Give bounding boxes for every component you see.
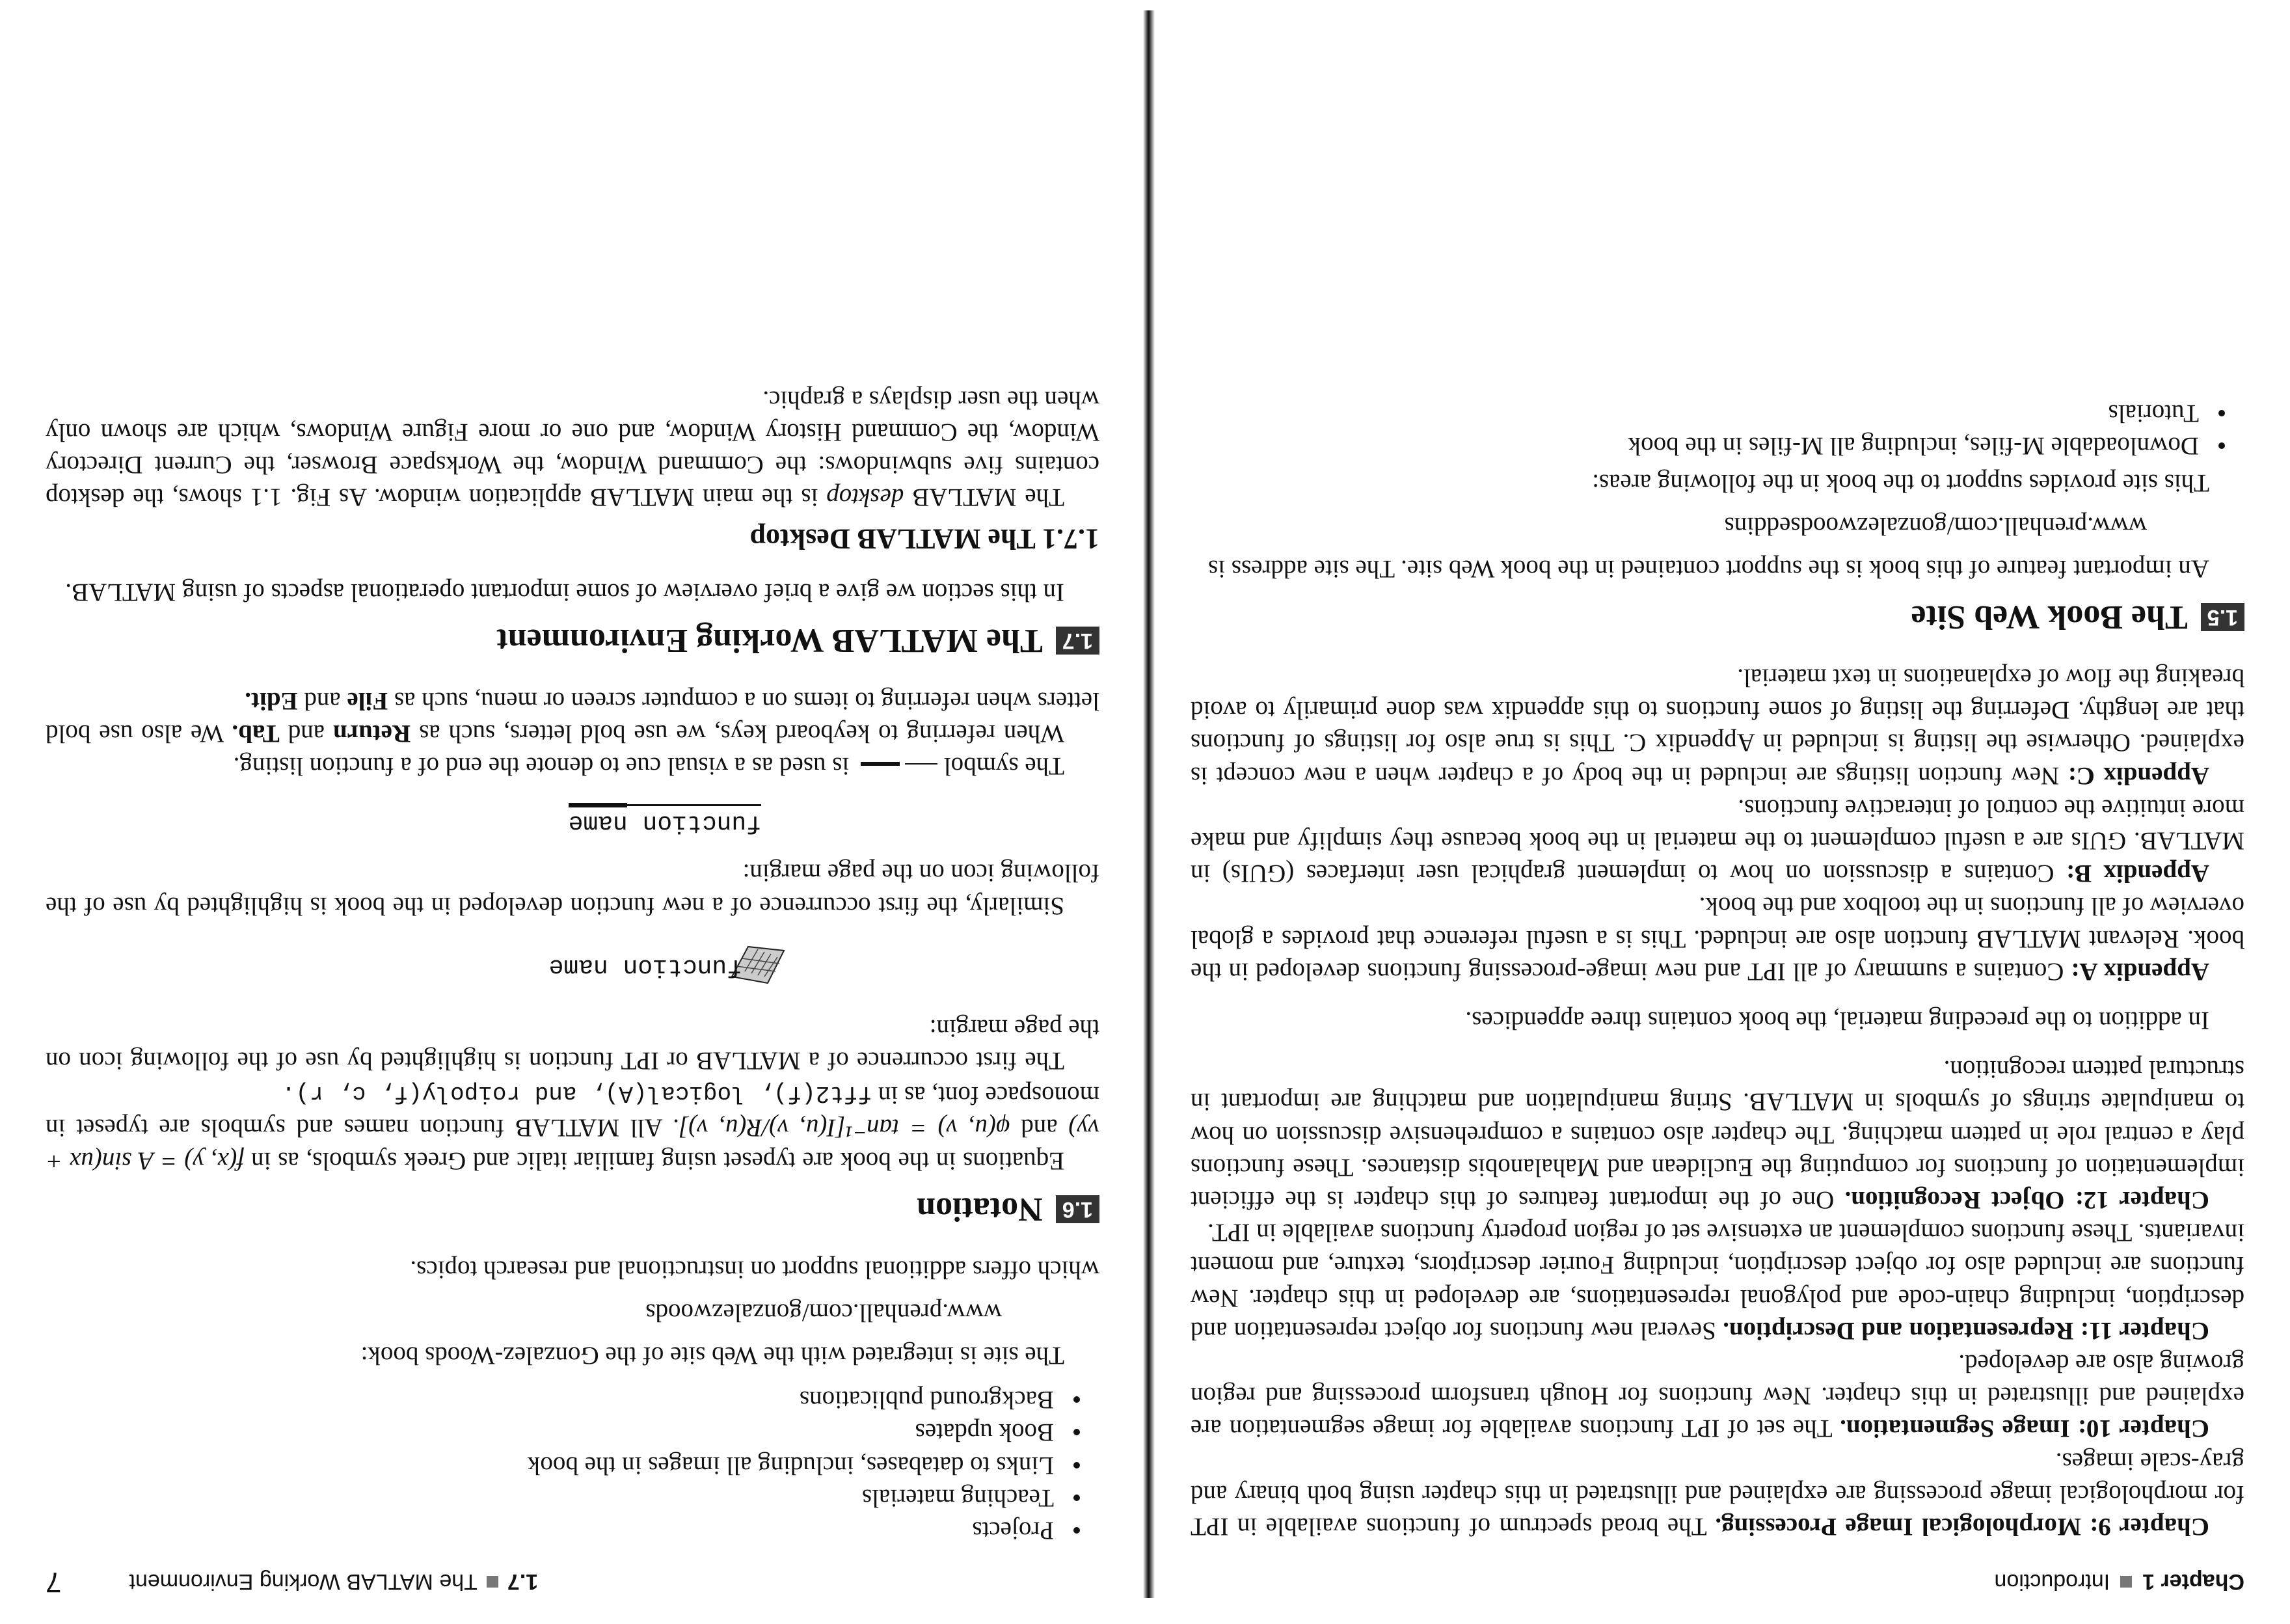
- section-badge: 1.6: [1056, 1195, 1099, 1223]
- chapter-9-paragraph: Chapter 9: Morphological Image Processing. The broad spectrum of functions available in IPT for morphological image processing are explained and illustrated in this chapter using both binary and gray-scale images.: [1190, 1447, 2244, 1541]
- appendix-c-paragraph: Appendix C: New function listings are included in the body of a chapter when a new concept is explained. Otherwise the listing is included in Appendix C. This is true also for listings of functions that are lengthy. Deferring the listing of some functions to this appendix was done primarily to avoid breaking the flow of explanations in text material.: [1191, 663, 2244, 790]
- new-function-marker-icon: [569, 803, 627, 807]
- function-name-label: function name: [569, 804, 761, 837]
- running-head-right: [46, 1562, 1099, 1601]
- page-number: 7: [46, 1566, 62, 1598]
- section-badge: 1.7: [1056, 627, 1099, 655]
- list-item: Teaching materials: [46, 1482, 1054, 1514]
- section-1-7-heading: [46, 621, 1099, 660]
- end-of-listing-icon: [861, 762, 900, 766]
- list-item: Projects: [46, 1514, 1054, 1547]
- notation-paragraph-2: The first occurrence of a MATLAB or IPT function is highlighted by use of the following icon on the page margin:: [46, 1014, 1099, 1075]
- section-title: Notation: [917, 1190, 1043, 1228]
- section-title: The Book Web Site: [1911, 598, 2188, 636]
- section-1-6-heading: [46, 1190, 1099, 1228]
- notation-paragraph-1: Equations in the book are typeset using familiar italic and Greek symbols, as in f(x, y) = A sin(ux + vy) and φ(u, v) = tan⁻¹[I(u, v)/R(u, v)]. All MATLAB function names and symbols are typeset in monospace font, as in fft2(f), logical(A), and roipoly(f, c, r).: [45, 1080, 1099, 1175]
- left-page: [1145, 0, 2290, 1624]
- gonzalez-woods-url: www.prenhall.com/gonzalezwoods: [645, 1298, 1002, 1327]
- notation-paragraph-4: The symbol is used as a visual cue to denote the end of a function listing.: [233, 752, 1064, 781]
- list-item: Downloadable M-files, including all M-files in the book: [1191, 429, 2199, 462]
- notation-paragraph-3: Similarly, the first occurrence of a new function developed in the book is highlighted by use of the following icon on the page margin:: [46, 859, 1099, 920]
- dash-line-icon: [905, 763, 937, 765]
- running-head-square-icon: [2120, 1576, 2132, 1588]
- running-head-left: [1191, 1562, 2244, 1601]
- list-item: Links to databases, including all images in the book: [46, 1448, 1054, 1481]
- integrated-site-text: The site is integrated with the Web site of the Gonzalez-Woods book:: [360, 1341, 1064, 1370]
- notation-paragraph-5: When referring to keyboard keys, we use bold letters, such as Return and Tab. We also use bold letters when referring to items on a computer screen or menu, such as File and Edit.: [46, 686, 1099, 748]
- desktop-paragraph: The MATLAB desktop is the main MATLAB application window. As Fig. 1.1 shows, the desktop contains five subwindows: the Command Window, the Workspace Browser, the Current Directory Window, the Command History Window, and one or more Figure Windows, which are shown only when the user displays a graphic.: [45, 385, 1099, 512]
- web-site-intro: An important feature of this book is the support contained in the book Web site. The site address is: [1208, 554, 2209, 583]
- section-title: The MATLAB Working Environment: [496, 621, 1043, 659]
- ipt-function-icon-example: [46, 938, 1099, 996]
- running-head-chapter: Chapter 1: [2142, 1569, 2244, 1595]
- subsection-1-7-1-heading: 1.7.1 The MATLAB Desktop: [749, 523, 1099, 556]
- equation-1: f(x, y) = A sin(ux + vy): [46, 1114, 1099, 1175]
- equation-2: φ(u, v) = tan⁻¹[I(u, v)/R(u, v)].: [672, 1114, 1010, 1143]
- web-site-bullet-list: [1191, 397, 2244, 462]
- web-site-bullet-list-continued: [46, 1383, 1099, 1547]
- chapter-10-paragraph: Chapter 10: Image Segmentation. The set of IPT functions available for image segmentation are explained and illustrated in this chapter. New functions for Hough transform processing and region growing also are developed.: [1190, 1349, 2244, 1443]
- appendix-a-paragraph: Appendix A: Contains a summary of all IPT and new image-processing functions developed in the book. Relevant MATLAB function also are included. This is a useful reference that provides a global overview of all functions in the toolbox and the book.: [1191, 892, 2244, 986]
- appendix-b-paragraph: Appendix B: Contains a discussion on how to implement graphical user interfaces (GUIs) in MATLAB. GUIs are a useful complement to the material in the book because they simplify and make more intuitive the control of interactive functions.: [1191, 794, 2244, 888]
- function-name-label: function name: [548, 953, 742, 981]
- running-head-title: Introduction: [1994, 1569, 2110, 1595]
- chapter-11-paragraph: Chapter 11: Representation and Description. Several new functions for object representation and description, including chain-code and polygonal representations, are developed in this chapter. New functions are included also for object description, including Fourier descriptors, texture, and moment invariants. These functions complement an extensive set of region property functions available in IPT.: [1191, 1219, 2244, 1345]
- additional-support-text: which offers additional support on instructional and research topics.: [410, 1255, 1099, 1284]
- section-1-7-intro: In this section we give a brief overview of some important operational aspects of using MATLAB.: [65, 578, 1064, 606]
- new-function-icon-example: [46, 804, 1099, 837]
- list-item: Background publications: [46, 1383, 1054, 1416]
- list-item: Book updates: [46, 1416, 1054, 1448]
- book-web-site-url: www.prenhall.com/gonzalezwoodseddins: [1724, 511, 2147, 540]
- web-site-support-text: This site provides support to the book in the following areas:: [1592, 468, 2209, 497]
- appendix-intro: In addition to the preceding material, the book contains three appendices.: [1465, 1006, 2209, 1035]
- section-badge: 1.5: [2201, 603, 2244, 631]
- list-item: Tutorials: [1191, 397, 2199, 429]
- running-head-square-icon: [487, 1576, 498, 1588]
- chapter-12-paragraph: Chapter 12: Object Recognition. One of the important features of this chapter is the efficient implementation of functions for computing the Euclidean and Mahalanobis distances. These functions play a central role in pattern matching. The chapter also contains a comprehensive discussion on how to manipulate strings of symbols in MATLAB. String manipulation and matching are important in structural pattern recognition.: [1190, 1055, 2244, 1214]
- code-examples: fft2(f), logical(A), and roipoly(f, c, r).: [281, 1080, 872, 1107]
- section-1-5-heading: [1191, 598, 2244, 636]
- running-head-section: 1.7: [507, 1569, 539, 1595]
- running-head-title: The MATLAB Working Environment: [129, 1569, 478, 1595]
